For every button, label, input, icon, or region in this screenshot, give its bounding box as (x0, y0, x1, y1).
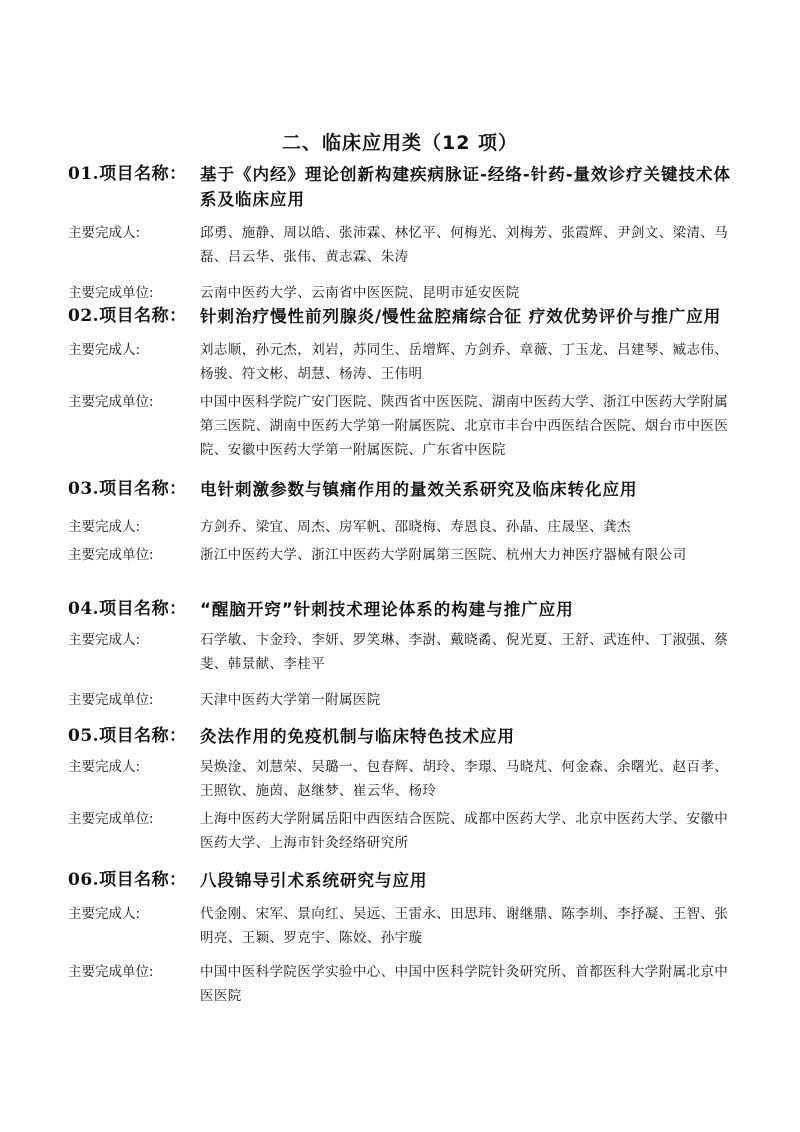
units-label: 主要完成单位: (68, 285, 154, 301)
project-04 (68, 597, 738, 712)
persons-value: 邱勇、施静、周以皓、张沛霖、林忆平、何梅光、刘梅芳、张霞辉、尹剑文、梁清、马磊、吕云华、张伟、黄志霖、朱涛 (200, 225, 729, 265)
units-label: 主要完成单位: (68, 964, 154, 980)
persons-value: 代金刚、宋军、景向红、吴远、王雷永、田思玮、谢继鼎、陈李圳、李抒凝、王智、张明亮、王颖、罗克宇、陈姣、孙宇璇 (200, 906, 729, 946)
project-number-label: 02.项目名称： (68, 306, 187, 326)
units-value: 中国中医科学院医学实验中心、中国中医科学院针灸研究所、首都医科大学附属北京中医医院 (200, 964, 729, 1004)
project-title: 电针刺激参数与镇痛作用的量效关系研究及临床转化应用 (200, 480, 638, 499)
units-label: 主要完成单位: (68, 394, 154, 410)
project-title: 灸法作用的免疫机制与临床特色技术应用 (200, 727, 515, 746)
units-value: 上海中医药大学附属岳阳中西医结合医院、成都中医药大学、北京中医药大学、安徽中医药大学、上海市针灸经络研究所 (200, 811, 729, 851)
project-01 (68, 162, 738, 305)
units-value: 云南中医药大学、云南省中医医院、昆明市延安医院 (200, 285, 520, 301)
persons-label: 主要完成人: (68, 342, 141, 358)
project-title: 基于《内经》理论创新构建疾病脉证-经络-针药-量效诊疗关键技术体系及临床应用 (200, 165, 732, 209)
project-number-label: 04.项目名称： (68, 599, 187, 619)
project-title: 八段锦导引术系统研究与应用 (200, 871, 428, 890)
persons-value: 吴焕淦、刘慧荣、吴璐一、包春辉、胡玲、李璟、马晓芃、何金森、余曙光、赵百孝、王照钦、施茵、赵继梦、崔云华、杨玲 (200, 759, 729, 799)
persons-label: 主要完成人: (68, 632, 141, 648)
project-02 (68, 304, 738, 462)
project-title: 针刺治疗慢性前列腺炎/慢性盆腔痛综合征 疗效优势评价与推广应用 (200, 307, 722, 326)
units-value: 天津中医药大学第一附属医院 (200, 692, 381, 708)
units-label: 主要完成单位: (68, 692, 154, 708)
page-title: 二、临床应用类（12 项） (281, 132, 519, 154)
project-05 (68, 724, 738, 855)
project-number-label: 03.项目名称： (68, 479, 187, 499)
project-number-label: 06.项目名称： (68, 870, 187, 890)
persons-label: 主要完成人: (68, 906, 141, 922)
persons-value: 刘志顺，孙元杰，刘岩，苏同生、岳增辉、方剑乔、章薇、丁玉龙、吕建琴、臧志伟、杨骏、符文彬、胡慧、杨涛、王伟明 (200, 342, 729, 382)
persons-value: 方剑乔、梁宜、周杰、房军帆、邵晓梅、寿恩良、孙晶、庄晟坚、龚杰 (200, 519, 631, 535)
units-label: 主要完成单位: (68, 547, 154, 563)
project-03 (68, 477, 738, 567)
project-title: “醒脑开窍”针刺技术理论体系的构建与推广应用 (200, 600, 574, 619)
units-label: 主要完成单位: (68, 811, 154, 827)
project-number-label: 01.项目名称： (68, 164, 187, 184)
persons-label: 主要完成人: (68, 225, 141, 241)
units-value: 中国中医科学院广安门医院、陕西省中医医院、湖南中医药大学、浙江中医药大学附属第三医院、湖南中医药大学第一附属医院、北京市丰台中西医结合医院、烟台市中医医院、安徽中医药大学第一附属医院、广东省中医院 (200, 394, 729, 458)
persons-label: 主要完成人: (68, 519, 141, 535)
project-number-label: 05.项目名称： (68, 726, 187, 746)
persons-value: 石学敏、卞金玲、李妍、罗笑琳、李澍、戴晓矞、倪光夏、王舒、武连仲、丁淑强、蔡斐、韩景献、李桂平 (200, 632, 729, 672)
project-06 (68, 868, 738, 1008)
persons-label: 主要完成人: (68, 759, 141, 775)
units-value: 浙江中医药大学、浙江中医药大学附属第三医院、杭州大力神医疗器械有限公司 (200, 547, 687, 563)
